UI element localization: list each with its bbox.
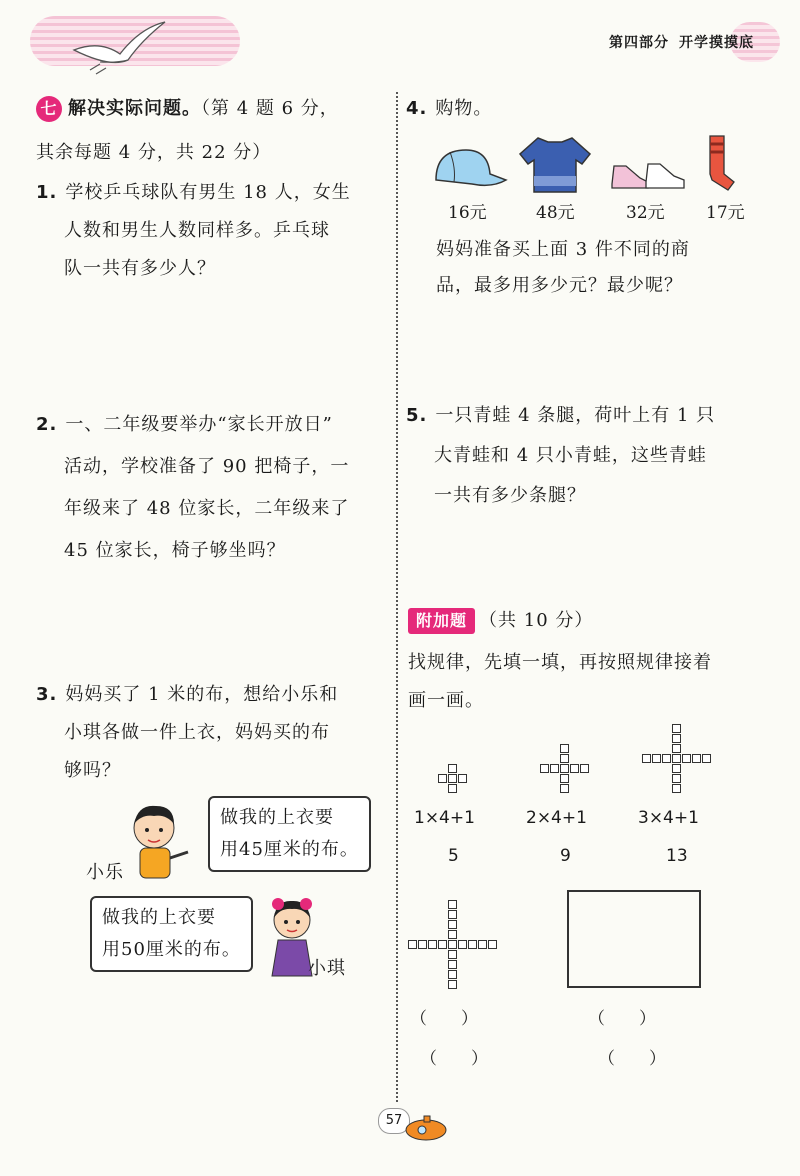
socks-icon — [704, 134, 740, 194]
formula-2: 2×4+1 — [526, 808, 587, 828]
pattern-square — [458, 774, 467, 783]
q3-number: 3. — [36, 684, 58, 705]
seagull-icon — [70, 18, 170, 80]
pattern-square — [692, 754, 701, 763]
blank-result-4[interactable]: （ ） — [420, 1049, 488, 1069]
q2-line: 45 位家长，椅子够坐吗？ — [64, 540, 286, 561]
q5-line: 一只青蛙 4 条腿，荷叶上有 1 只 — [435, 405, 716, 426]
pattern-square — [662, 754, 671, 763]
q2-line: 年级来了 48 位家长，二年级来了 — [64, 498, 350, 519]
pattern-square — [448, 774, 457, 783]
pattern-square — [438, 774, 447, 783]
pattern-square — [672, 784, 681, 793]
pattern-square — [652, 754, 661, 763]
pattern-square — [478, 940, 487, 949]
q1-number: 1. — [36, 182, 58, 203]
pattern-square — [672, 764, 681, 773]
q3-line: 够吗？ — [64, 760, 121, 781]
result-1: 5 — [448, 846, 459, 866]
cap-icon — [432, 144, 508, 190]
question-4-title — [406, 92, 492, 126]
pattern-square — [448, 940, 457, 949]
blank-formula-5[interactable]: （ ） — [588, 1009, 656, 1029]
pattern-square — [418, 940, 427, 949]
q5-number: 5. — [406, 405, 428, 426]
bubble-line: 用50厘米的布。 — [102, 939, 241, 960]
q5-line: 一共有多少条腿？ — [434, 485, 586, 506]
pattern-square — [550, 764, 559, 773]
section-title: 解决实际问题。 — [68, 98, 201, 119]
extra-instructions — [408, 644, 712, 720]
pattern-square — [682, 754, 691, 763]
blank-result-5[interactable]: （ ） — [598, 1049, 666, 1069]
name-xiaoqi: 小琪 — [308, 958, 346, 979]
pattern-square — [448, 910, 457, 919]
pattern-square — [448, 764, 457, 773]
page-number: 57 — [378, 1108, 410, 1134]
pattern-square — [672, 754, 681, 763]
column-divider — [396, 92, 398, 1102]
pattern-square — [540, 764, 549, 773]
header-title — [599, 32, 754, 52]
drawing-answer-box[interactable] — [567, 890, 701, 988]
extra-line: 找规律，先填一填，再按照规律接着 — [408, 652, 712, 673]
pattern-square — [642, 754, 651, 763]
question-1 — [36, 174, 386, 288]
section-badge: 七 — [36, 96, 62, 122]
q4-line: 品，最多用多少元？最少呢？ — [436, 275, 683, 296]
pattern-square — [580, 764, 589, 773]
price-shoes: 32元 — [626, 203, 665, 223]
pattern-square — [448, 900, 457, 909]
q3-line: 小琪各做一件上衣，妈妈买的布 — [64, 722, 330, 743]
sweater-icon — [518, 134, 592, 196]
speech-bubble-xiaoqi — [90, 896, 253, 972]
formula-1: 1×4+1 — [414, 808, 475, 828]
pattern-square — [448, 960, 457, 969]
question-5 — [406, 396, 776, 516]
pattern-square — [560, 774, 569, 783]
pattern-square — [438, 940, 447, 949]
q4-title: 购物。 — [435, 98, 493, 119]
section-points: （第 4 题 6 分， — [201, 98, 339, 119]
q3-line: 妈妈买了 1 米的布，想给小乐和 — [65, 684, 339, 705]
shoes-icon — [610, 156, 686, 192]
header-part: 第四部分 — [609, 35, 669, 51]
pattern-square — [672, 744, 681, 753]
pattern-square — [448, 980, 457, 989]
section-heading — [36, 92, 386, 126]
pattern-square — [448, 920, 457, 929]
pattern-square — [672, 724, 681, 733]
blank-formula-4[interactable]: （ ） — [410, 1009, 478, 1029]
pattern-square — [448, 930, 457, 939]
extra-points: （共 10 分） — [479, 610, 594, 631]
q5-line: 大青蛙和 4 只小青蛙，这些青蛙 — [434, 445, 707, 466]
pattern-square — [448, 970, 457, 979]
speech-bubble-xiaole — [208, 796, 371, 872]
submarine-icon — [400, 1112, 450, 1144]
formula-3: 3×4+1 — [638, 808, 699, 828]
q4-line: 妈妈准备买上面 3 件不同的商 — [436, 239, 690, 260]
q1-line: 学校乒乓球队有男生 18 人，女生 — [65, 182, 351, 203]
question-2 — [36, 404, 386, 572]
price-socks: 17元 — [706, 203, 745, 223]
extra-heading — [408, 604, 593, 638]
price-sweater: 48元 — [536, 203, 575, 223]
pattern-square — [560, 784, 569, 793]
question-3 — [36, 676, 386, 790]
bubble-line: 做我的上衣要 — [102, 907, 216, 928]
result-3: 13 — [666, 846, 688, 866]
q2-line: 一、二年级要举办“家长开放日” — [65, 414, 333, 435]
boy-illustration — [126, 802, 196, 882]
bubble-line: 做我的上衣要 — [220, 807, 334, 828]
pattern-square — [702, 754, 711, 763]
pattern-square — [428, 940, 437, 949]
q1-line: 队一共有多少人？ — [64, 258, 216, 279]
pattern-square — [488, 940, 497, 949]
pattern-square — [448, 950, 457, 959]
pattern-square — [560, 744, 569, 753]
price-cap: 16元 — [448, 203, 487, 223]
pattern-square — [560, 764, 569, 773]
q4-number: 4. — [406, 98, 428, 119]
result-2: 9 — [560, 846, 571, 866]
question-4-body — [436, 232, 690, 304]
pattern-square — [560, 754, 569, 763]
section-points-line2: 其余每题 4 分，共 22 分） — [36, 142, 272, 163]
bubble-line: 用45厘米的布。 — [220, 839, 359, 860]
pattern-square — [672, 734, 681, 743]
extra-line: 画一画。 — [408, 690, 484, 711]
q2-line: 活动，学校准备了 90 把椅子，一 — [64, 456, 350, 477]
pattern-square — [468, 940, 477, 949]
pattern-square — [448, 784, 457, 793]
pattern-square — [408, 940, 417, 949]
q2-number: 2. — [36, 414, 58, 435]
pattern-square — [458, 940, 467, 949]
name-xiaole: 小乐 — [86, 862, 124, 883]
extra-badge: 附加题 — [408, 608, 475, 634]
q1-line: 人数和男生人数同样多。乒乓球 — [64, 220, 330, 241]
pattern-square — [672, 774, 681, 783]
header-subtitle: 开学摸摸底 — [679, 35, 754, 51]
pattern-square — [570, 764, 579, 773]
